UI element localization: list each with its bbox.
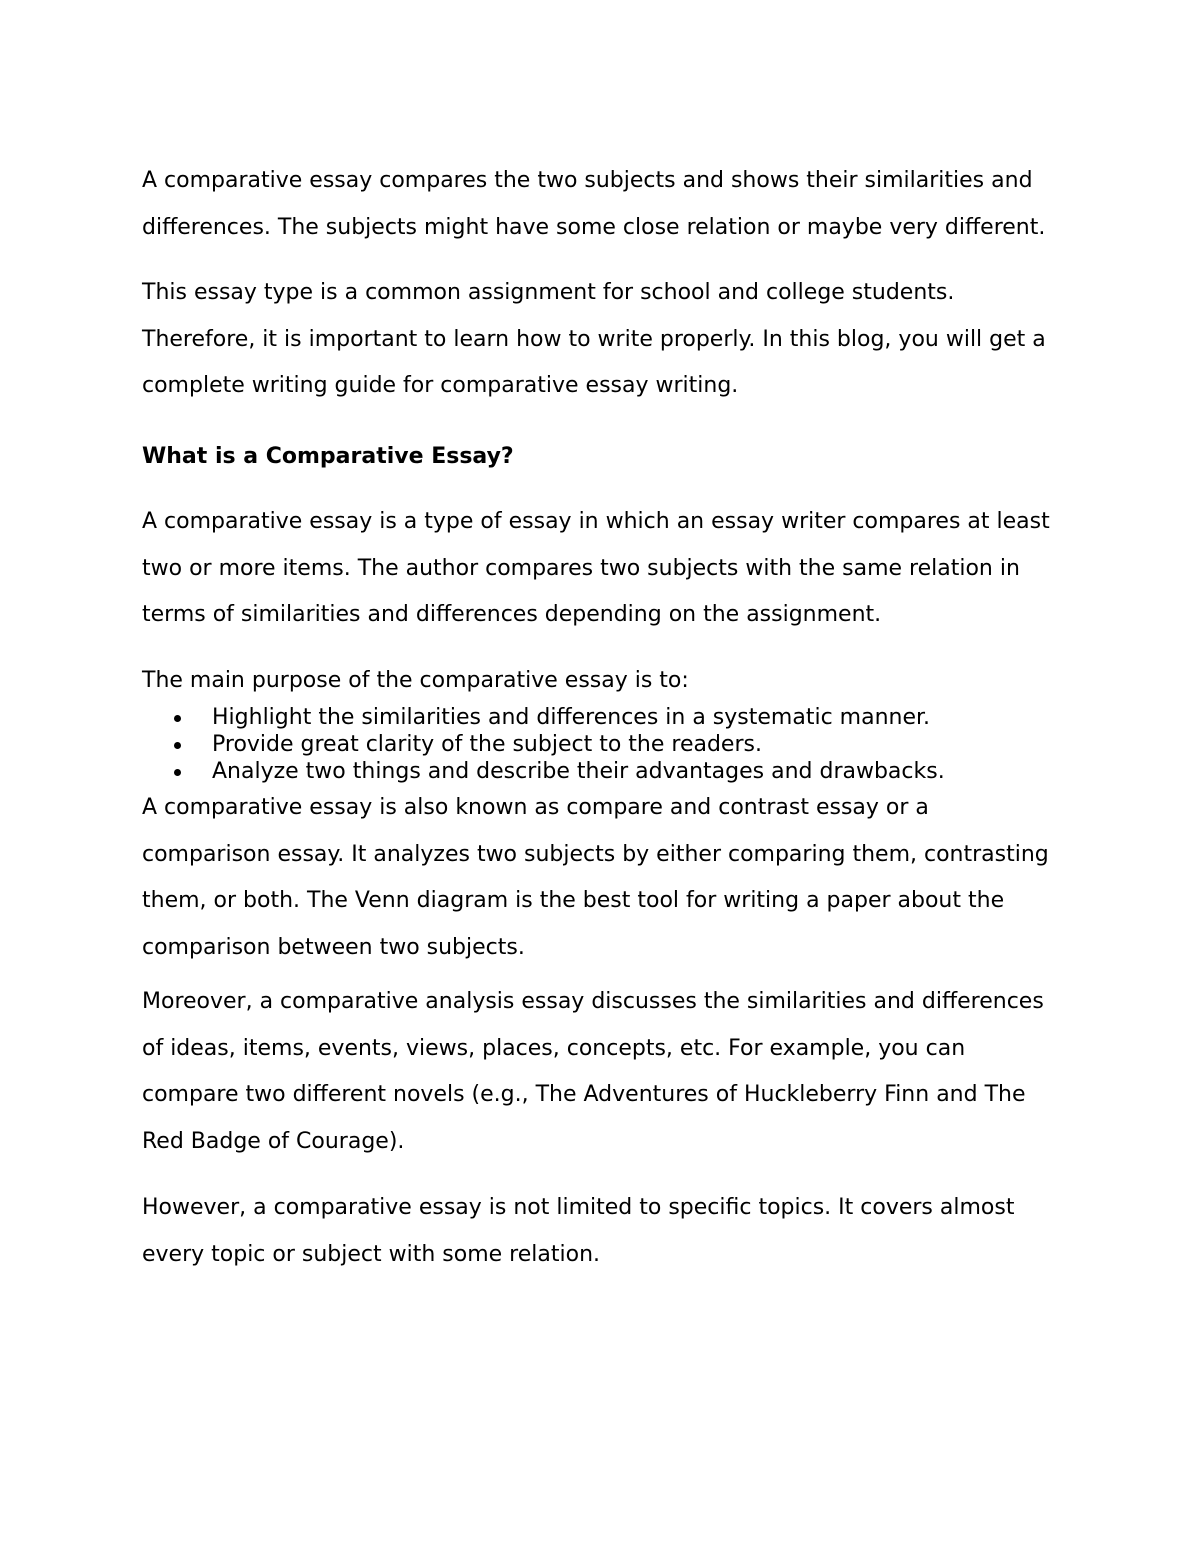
purpose-intro: The main purpose of the comparative essay is to: <box>142 667 689 693</box>
list-item-text: Highlight the similarities and differences in a systematic manner. <box>212 705 931 730</box>
list-item <box>142 704 1062 731</box>
bullet-icon <box>174 742 181 749</box>
bullet-icon <box>174 715 181 722</box>
bullet-icon <box>174 769 181 776</box>
list-item <box>142 731 1062 758</box>
moreover-paragraph: Moreover, a comparative analysis essay discusses the similarities and differences of ideas, items, events, views, places, concepts, etc. For example, you can compare two different novels (e.g., The Adventures of Huckleberry Finn and The Red Badge of Courage). <box>142 989 1044 1154</box>
intro-paragraph-1: A comparative essay compares the two subjects and shows their similarities and differences. The subjects might have some close relation or maybe very different. <box>142 168 1046 240</box>
intro-paragraph-2: This essay type is a common assignment for school and college students. Therefore, it is important to learn how to write properly. In this blog, you will get a complete writing guide for comparative essay writing. <box>142 280 1046 398</box>
list-item-text: Analyze two things and describe their advantages and drawbacks. <box>212 759 945 784</box>
also-known-paragraph: A comparative essay is also known as compare and contrast essay or a comparison essay. It analyzes two subjects by either comparing them, contrasting them, or both. The Venn diagram is the best tool for writing a paper about the comparison between two subjects. <box>142 795 1049 960</box>
section-heading: What is a Comparative Essay? <box>142 443 514 469</box>
however-paragraph: However, a comparative essay is not limited to specific topics. It covers almost every topic or subject with some relation. <box>142 1195 1015 1267</box>
document-page <box>142 158 1062 1278</box>
list-item-text: Provide great clarity of the subject to the readers. <box>212 732 762 757</box>
definition-paragraph: A comparative essay is a type of essay in which an essay writer compares at least two or more items. The author compares two subjects with the same relation in terms of similarities and differences depending on the assignment. <box>142 509 1050 627</box>
list-item <box>142 758 1062 785</box>
purpose-list <box>142 704 1062 785</box>
